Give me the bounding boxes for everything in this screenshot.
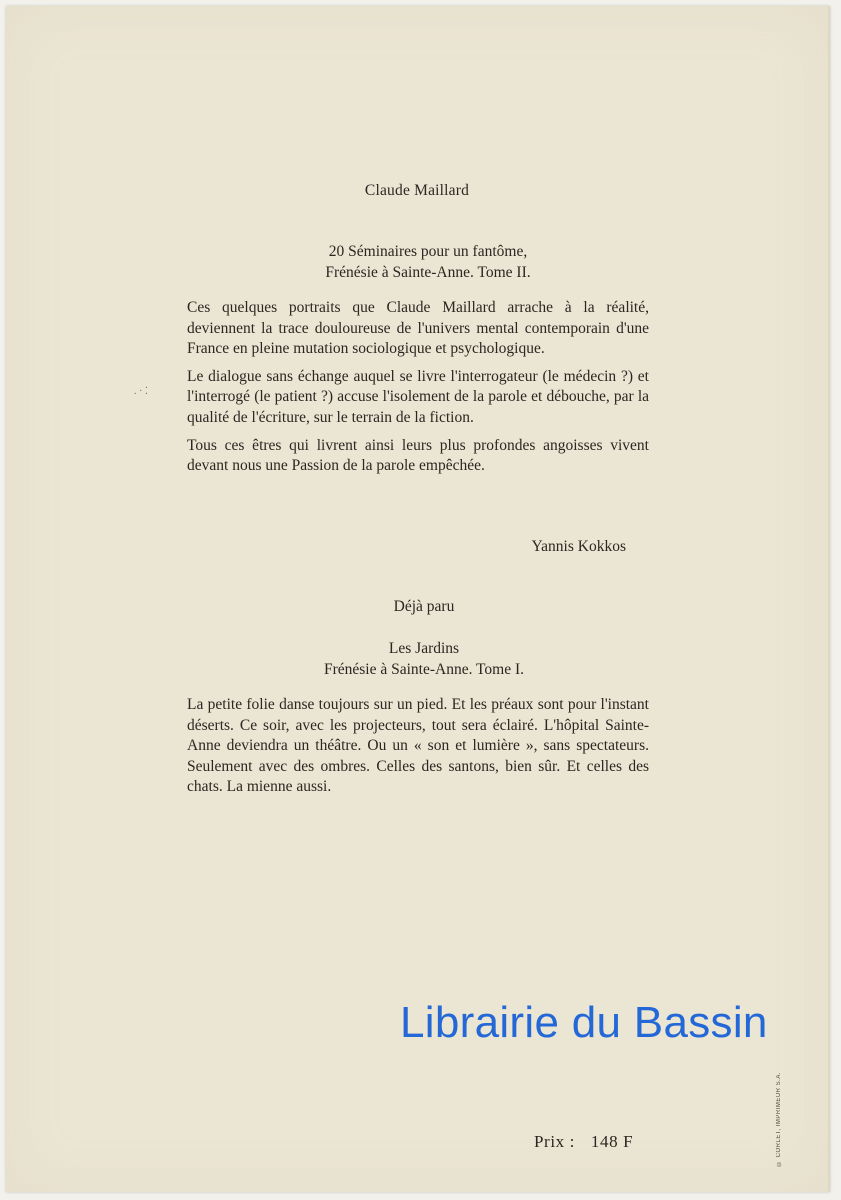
printer-mark: © CORLET, IMPRIMEUR S.A.: [776, 1071, 782, 1166]
previous-book-title-line-2: Frénésie à Sainte-Anne. Tome I.: [323, 661, 525, 678]
price: [534, 1132, 633, 1152]
description-paragraph-1: Ces quelques portraits que Claude Maillard arrache à la réalité, deviennent la trace douloureuse de l'univers mental contemporain d'une France en pleine mutation sociologique et psychologique.: [187, 299, 649, 358]
description-paragraph-2: Le dialogue sans échange auquel se livre l'interrogateur (le médecin ?) et l'interrogé (le patient ?) accuse l'isolement de la parole et débouche, par la qualité de l'écriture, sur le terrain de la fiction.: [187, 367, 649, 426]
paper-speck: . · ⁚: [134, 386, 149, 397]
price-amount: 148 F: [590, 1132, 634, 1151]
previously-published-label: Déjà paru: [393, 598, 455, 615]
previous-book-excerpt: [187, 695, 649, 805]
excerpt-paragraph: La petite folie danse toujours sur un pied. Et les préaux sont pour l'instant déserts. Ce soir, avec les projecteurs, tout sera éclairé. L'hôpital Sainte-Anne deviendra un théâtre. Ou un « son et lumière », sans spectateurs. Seulement avec des ombres. Celles des santons, bien sûr. Et celles des chats. La mienne aussi.: [187, 696, 649, 796]
description: [187, 298, 649, 484]
previously-published-heading: [6, 598, 828, 616]
price-label: Prix :: [534, 1132, 575, 1151]
previous-book-title: [6, 638, 828, 680]
signature: Yannis Kokkos: [531, 538, 626, 555]
book-title: [6, 241, 828, 283]
author-name: Claude Maillard: [364, 182, 470, 199]
book-title-line-1: 20 Séminaires pour un fantôme,: [328, 243, 528, 260]
bookshop-watermark: Librairie du Bassin: [400, 998, 768, 1047]
description-paragraph-3: Tous ces êtres qui livrent ainsi leurs plus profondes angoisses vivent devant nous une Passion de la parole empêchée.: [187, 436, 649, 475]
previous-book-title-line-1: Les Jardins: [388, 640, 460, 657]
book-title-line-2: Frénésie à Sainte-Anne. Tome II.: [325, 264, 531, 281]
book-back-cover: [6, 6, 830, 1192]
